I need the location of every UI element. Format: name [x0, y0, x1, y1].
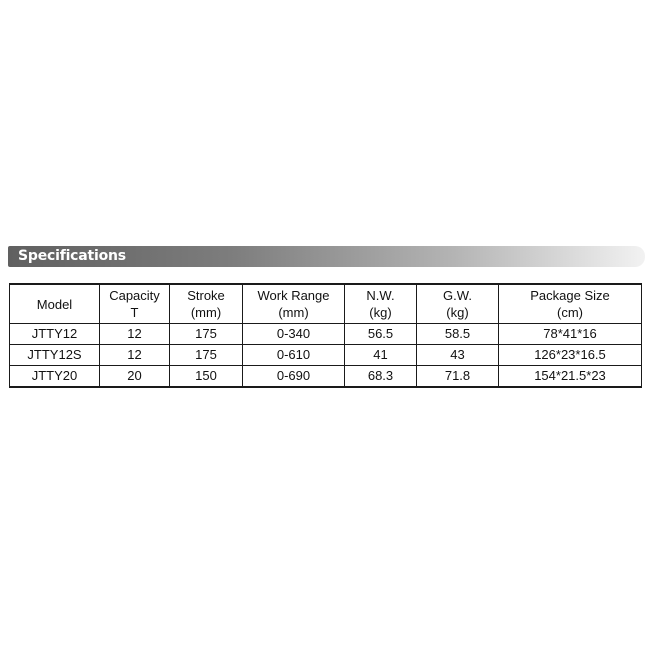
- header-capacity-unit: T: [130, 305, 139, 320]
- header-row: [10, 284, 642, 324]
- cell-package-size: 126*23*16.5: [499, 345, 642, 366]
- cell-work-range: 0-340: [243, 324, 345, 345]
- cell-package-size: 154*21.5*23: [499, 366, 642, 388]
- cell-net-weight: 41: [345, 345, 417, 366]
- cell-gross-weight: 58.5: [417, 324, 499, 345]
- specifications-table: [9, 283, 642, 388]
- header-net-weight-unit: (kg): [369, 305, 392, 320]
- section-title: Specifications: [18, 248, 126, 264]
- header-work-range-unit: (mm): [278, 305, 309, 320]
- cell-package-size: 78*41*16: [499, 324, 642, 345]
- cell-gross-weight: 43: [417, 345, 499, 366]
- header-gross-weight: [417, 284, 499, 324]
- header-work-range-label: Work Range: [257, 288, 330, 303]
- cell-gross-weight: 71.8: [417, 366, 499, 388]
- header-stroke: [170, 284, 243, 324]
- header-model: [10, 284, 100, 324]
- table-row: [10, 324, 642, 345]
- cell-stroke: 175: [170, 345, 243, 366]
- cell-capacity: 20: [100, 366, 170, 388]
- header-model-label: Model: [36, 296, 73, 312]
- header-net-weight-label: N.W.: [366, 288, 395, 303]
- header-work-range: [243, 284, 345, 324]
- header-gross-weight-unit: (kg): [446, 305, 469, 320]
- cell-stroke: 175: [170, 324, 243, 345]
- table-row: [10, 366, 642, 388]
- header-net-weight: [345, 284, 417, 324]
- header-package-size: [499, 284, 642, 324]
- header-package-size-label: Package Size: [530, 288, 610, 303]
- cell-work-range: 0-610: [243, 345, 345, 366]
- cell-stroke: 150: [170, 366, 243, 388]
- table-row: [10, 345, 642, 366]
- header-capacity-label: Capacity: [109, 288, 160, 303]
- cell-model: JTTY12S: [10, 345, 100, 366]
- header-stroke-label: Stroke: [187, 288, 225, 303]
- header-capacity: [100, 284, 170, 324]
- header-gross-weight-label: G.W.: [443, 288, 472, 303]
- specifications-banner: [8, 246, 645, 267]
- cell-model: JTTY12: [10, 324, 100, 345]
- cell-net-weight: 56.5: [345, 324, 417, 345]
- header-package-size-unit: (cm): [557, 305, 583, 320]
- cell-capacity: 12: [100, 345, 170, 366]
- cell-net-weight: 68.3: [345, 366, 417, 388]
- header-stroke-unit: (mm): [190, 305, 222, 320]
- cell-capacity: 12: [100, 324, 170, 345]
- cell-work-range: 0-690: [243, 366, 345, 388]
- cell-model: JTTY20: [10, 366, 100, 388]
